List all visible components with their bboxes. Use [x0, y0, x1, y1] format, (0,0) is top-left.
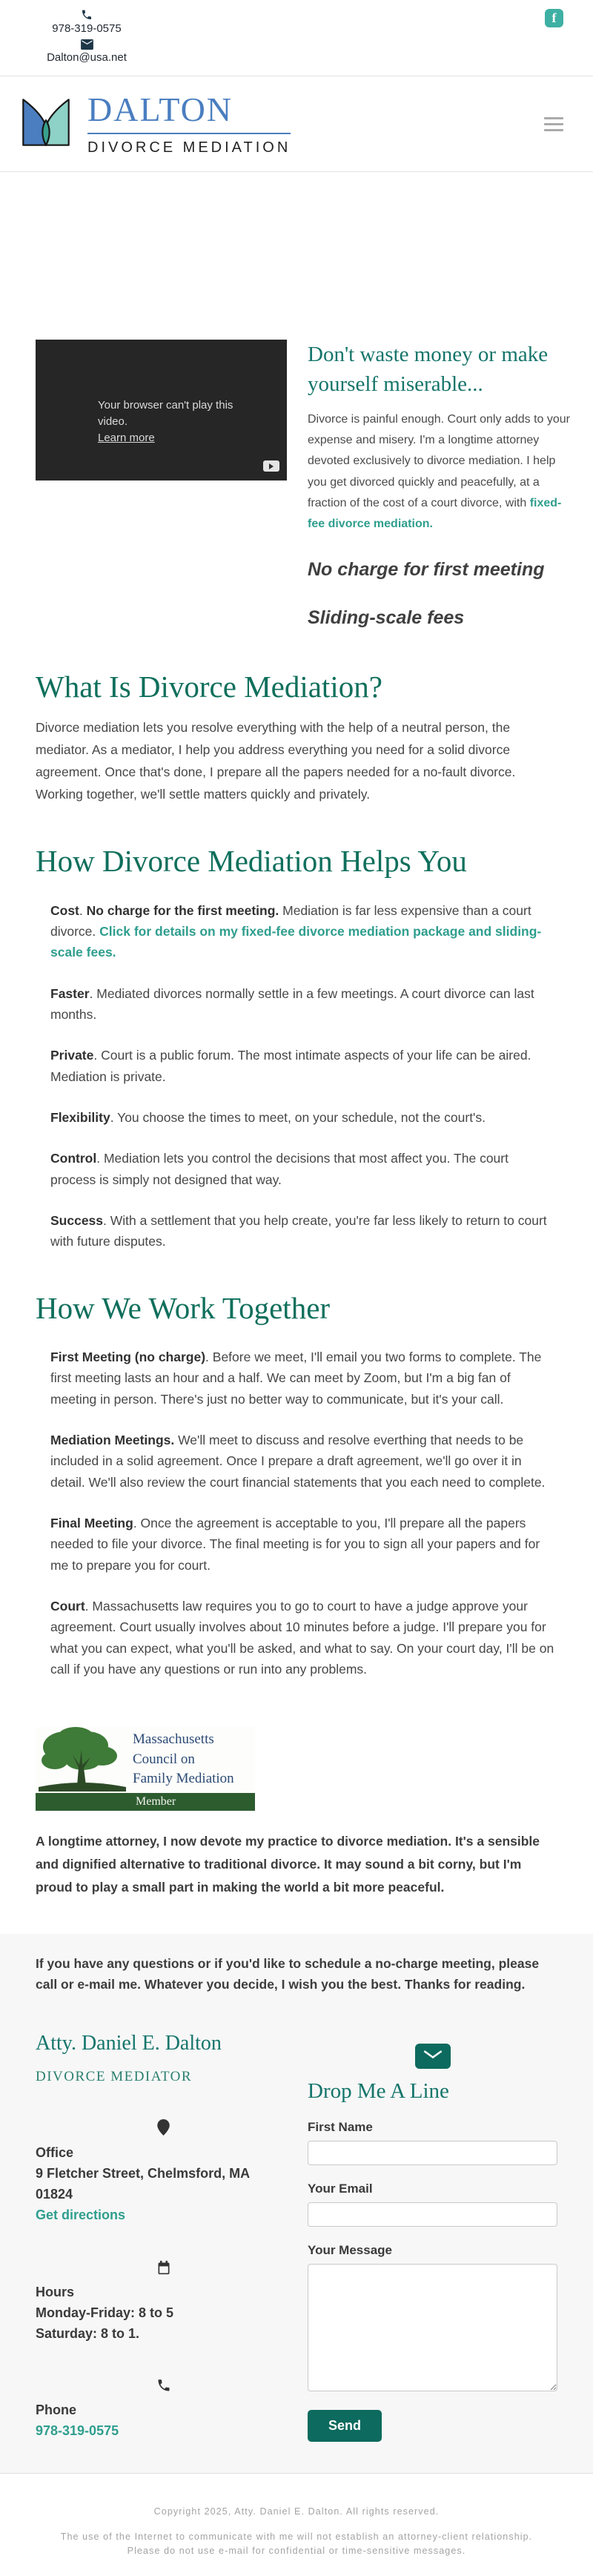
work-section	[0, 1291, 593, 1680]
logo-mark-icon	[18, 93, 74, 156]
office-address-line1: 9 Fletcher Street, Chelmsford, MA	[36, 2166, 251, 2182]
list-item	[50, 1148, 554, 1190]
attorney-statement: A longtime attorney, I now devote my practice to divorce mediation. It's a sensible and dignified alternative to traditional divorce. It may sound a bit corny, but I'm proud to play a small part in making the world a bit more peaceful.	[36, 1834, 540, 1895]
contact-column	[36, 2032, 291, 2442]
footer-legal	[0, 2473, 593, 2576]
list-item	[50, 900, 554, 963]
contact-form-column	[308, 2032, 557, 2442]
first-name-label: First Name	[308, 2120, 373, 2135]
video-error-text: Your browser can't play this video.	[98, 399, 233, 428]
phone-icon	[81, 9, 93, 21]
item-lead: Private	[50, 1048, 94, 1063]
topbar-email-link[interactable]: Dalton@usa.net	[47, 51, 127, 64]
footer-phone-link[interactable]: 978-319-0575	[36, 2423, 119, 2439]
item-lead: Flexibility	[50, 1110, 110, 1126]
list-item	[50, 1513, 554, 1576]
list-item	[50, 1430, 554, 1493]
item-lead: Cost	[50, 902, 79, 918]
video-error-message	[36, 397, 287, 446]
list-item	[50, 983, 554, 1026]
item-lead: Success	[50, 1213, 104, 1229]
list-item	[50, 1347, 554, 1410]
mcfm-line2: Council on	[133, 1751, 195, 1767]
site-header	[0, 76, 593, 172]
phone-handset-icon	[36, 2378, 291, 2393]
item-text: Mediation is far less expensive than a court divorce.	[50, 902, 531, 939]
item-lead: Mediation Meetings.	[50, 1432, 175, 1447]
item-bold-text: No charge for the first meeting.	[86, 902, 279, 918]
send-button[interactable]: Send	[308, 2410, 382, 2442]
mcfm-org-name	[133, 1730, 234, 1789]
helps-list	[50, 900, 554, 1252]
item-lead: Control	[50, 1151, 97, 1166]
youtube-play-icon[interactable]	[263, 460, 279, 472]
top-contact-bar	[0, 0, 593, 76]
list-item	[50, 1210, 554, 1252]
facebook-icon[interactable]: f	[545, 9, 563, 27]
message-textarea[interactable]	[308, 2264, 557, 2391]
office-address-line2: 01824	[36, 2187, 73, 2202]
first-name-input[interactable]	[308, 2141, 557, 2165]
footer-columns	[0, 1995, 593, 2473]
item-text: . Court is a public forum. The most intimate aspects of your life can be aired. Mediation is private.	[50, 1048, 531, 1084]
form-heading: Drop Me A Line	[308, 2079, 449, 2104]
item-text: . With a settlement that you help create, you're far less likely to return to court with future disputes.	[50, 1213, 547, 1249]
item-text: . You choose the times to meet, on your schedule, not the court's.	[110, 1110, 486, 1126]
item-lead: Final Meeting	[50, 1515, 133, 1530]
contact-callout: If you have any questions or if you'd like to schedule a no-charge meeting, please call or e-mail me. Whatever you decide, I wish you the best. Thanks for reading.	[36, 1956, 540, 1992]
list-item	[50, 1045, 554, 1087]
hero-paragraph-text: Divorce is painful enough. Court only adds to your expense and misery. I'm a longtime attorney devoted exclusively to divorce mediation. I help you get divorced quickly and peacefully, at a fraction of the cost of a court divorce, with	[308, 413, 570, 509]
contact-stack	[39, 9, 135, 68]
helps-heading: How Divorce Mediation Helps You	[36, 844, 467, 879]
brand-tagline: DIVORCE MEDIATION	[87, 139, 291, 156]
logo-text	[87, 90, 291, 156]
hours-weekdays: Monday-Friday: 8 to 5	[36, 2305, 174, 2320]
what-is-heading: What Is Divorce Mediation?	[36, 669, 382, 704]
attorney-name: Atty. Daniel E. Dalton	[36, 2032, 222, 2055]
member-bar: Member	[36, 1793, 255, 1811]
calendar-icon	[36, 2260, 291, 2275]
disclaimer-line1: The use of the Internet to communicate with me will not establish an attorney-client relationship.	[60, 2531, 533, 2542]
fees-details-link[interactable]: Click for details on my fixed-fee divorce mediation package and sliding-scale fees.	[50, 923, 542, 960]
disclaimer-line2: Please do not use e-mail for confidential or time-sensitive messages.	[127, 2546, 466, 2556]
work-list	[50, 1347, 554, 1680]
message-label: Your Message	[308, 2243, 393, 2258]
item-text: . Before we meet, I'll email you two forms to complete. The first meeting lasts an hour and a half. We can meet by Zoom, but I'm a big fan of meeting in person. There's just no better way to communicate, but it's your call.	[50, 1349, 542, 1407]
item-lead: Faster	[50, 985, 90, 1001]
envelope-icon	[415, 2044, 451, 2069]
topbar-phone-link[interactable]: 978-319-0575	[52, 22, 122, 35]
item-lead: Court	[50, 1598, 85, 1614]
list-item	[50, 1107, 554, 1128]
fixed-fee-link[interactable]: fixed-fee divorce mediation.	[308, 496, 562, 530]
mcfm-member-badge	[36, 1727, 255, 1811]
hours-block	[36, 2282, 291, 2345]
item-text: . Mediated divorces normally settle in a few meetings. A court divorce can last months.	[50, 985, 534, 1022]
site-logo[interactable]	[18, 90, 291, 156]
item-lead: First Meeting (no charge)	[50, 1349, 206, 1364]
hero-text-column	[308, 340, 574, 631]
map-pin-icon	[36, 2119, 291, 2136]
attorney-role: DIVORCE MEDIATOR	[36, 2069, 193, 2085]
work-heading: How We Work Together	[36, 1290, 331, 1325]
item-text: . Mediation lets you control the decisions that most affect you. The court process is simply not designed that way.	[50, 1151, 508, 1187]
office-block	[36, 2143, 291, 2226]
phone-label: Phone	[36, 2402, 77, 2418]
tree-icon	[37, 1725, 127, 1795]
hero-subhead-sliding-scale: Sliding-scale fees	[308, 607, 465, 628]
email-label: Your Email	[308, 2182, 373, 2196]
what-is-paragraph: Divorce mediation lets you resolve everything with the help of a neutral person, the mediator. As a mediator, I help you address everything you need for a solid divorce agreement. Once that's done, I prepare all the papers needed for a no-fault divorce. Working together, we'll settle matters quickly and privately.	[36, 720, 516, 802]
what-is-section	[0, 670, 593, 806]
brand-name: DALTON	[87, 93, 291, 134]
hours-saturday: Saturday: 8 to 1.	[36, 2325, 140, 2341]
contact-form	[308, 2120, 557, 2442]
item-text: . Massachusetts law requires you to go to court to have a judge approve your agreement. Court usually involves about 10 minutes before a judge. I'll prepare you for what you can expect, what you'll be asked, and what to say. On your court day, I'll be on call if you have any questions or run into any problems.	[50, 1598, 554, 1677]
menu-icon[interactable]	[544, 117, 563, 131]
hours-label: Hours	[36, 2284, 75, 2299]
copyright-text: Copyright 2025, Atty. Daniel E. Dalton. All rights reserved.	[153, 2506, 440, 2517]
item-separator: .	[79, 902, 87, 918]
list-item	[50, 1596, 554, 1680]
email-icon	[81, 39, 93, 50]
hero-subhead-no-charge: No charge for first meeting	[308, 558, 545, 580]
footer-region	[0, 1934, 593, 2473]
video-learn-more-link[interactable]: Learn more	[98, 431, 155, 444]
helps-section	[0, 844, 593, 1252]
item-text: . Once the agreement is acceptable to you, I'll prepare all the papers needed to file your divorce. The final meeting is for you to sign all your papers and for me to prepare you for court.	[50, 1515, 540, 1573]
video-player[interactable]	[36, 340, 287, 480]
phone-block	[36, 2400, 291, 2442]
mcfm-line3: Family Mediation	[133, 1770, 234, 1786]
mcfm-line1: Massachusetts	[133, 1731, 214, 1748]
item-text: We'll meet to discuss and resolve everthing that needs to be included in a solid agreement. Once I prepare a draft agreement, we'll go over it in detail. We'll also review the court financial statements that you each need to complete.	[50, 1432, 546, 1490]
hero-paragraph	[308, 409, 574, 535]
get-directions-link[interactable]: Get directions	[36, 2207, 126, 2222]
hero-heading: Don't waste money or make yourself miserable...	[308, 343, 549, 397]
email-input[interactable]	[308, 2202, 557, 2227]
office-label: Office	[36, 2145, 74, 2161]
hero-section	[0, 340, 593, 631]
